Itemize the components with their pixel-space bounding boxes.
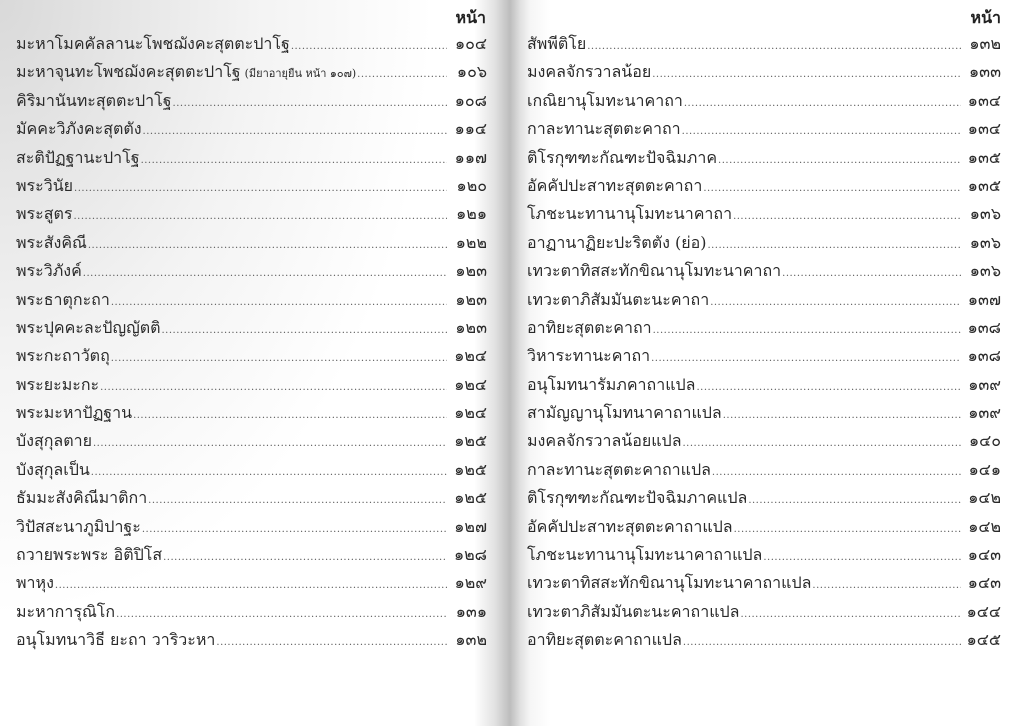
dot-leader: [707, 240, 961, 251]
dot-leader: [83, 268, 447, 279]
toc-entry-title: สัพพีติโย: [527, 34, 587, 53]
toc-entry[interactable]: [16, 174, 487, 202]
toc-entry[interactable]: [16, 60, 487, 88]
toc-entry-page-number: ๑๑๔: [454, 119, 487, 139]
toc-entry-page-number: ๑๔๔: [966, 601, 1001, 621]
toc-entry-title: วิปัสสะนาภูมิปาฐะ: [16, 516, 141, 536]
toc-entry-page-number: ๑๔๐: [968, 431, 1001, 451]
toc-entry[interactable]: [16, 32, 487, 60]
toc-entry-page-number: ๑๒๔: [454, 403, 487, 423]
toc-entry-page-number: ๑๓๔: [967, 90, 1001, 110]
toc-entry-title: มงคลจักรวาลน้อย: [527, 62, 652, 82]
toc-entry-title: พระยะมะกะ: [16, 374, 100, 394]
dot-leader: [812, 580, 961, 591]
toc-entry-page-number: ๑๓๖: [969, 204, 1001, 224]
toc-entry-title: อนุโมทนาวิธี ยะถา วาริวะหา: [16, 630, 216, 650]
toc-entry-title: สามัญญานุโมทนาคาถาแปล: [527, 403, 722, 423]
dot-leader: [357, 69, 447, 80]
toc-entry[interactable]: [16, 89, 487, 117]
toc-entry[interactable]: [527, 486, 1001, 514]
toc-entry-title: ติโรกุฑฑะกัณฑะปัจฉิมภาคแปล: [527, 488, 748, 508]
toc-entry-page-number: ๑๑๗: [454, 147, 487, 167]
toc-entry-page-number: ๑๒๓: [455, 317, 487, 337]
toc-entry-page-number: ๑๔๒: [968, 516, 1001, 536]
toc-list-left: [16, 32, 487, 657]
toc-entry-page-number: ๑๒๕: [454, 459, 487, 479]
toc-entry-page-number: ๑๒๓: [455, 289, 487, 309]
toc-entry-page-number: ๑๒๔: [454, 346, 487, 366]
toc-entry[interactable]: [527, 373, 1001, 401]
toc-entry[interactable]: [527, 288, 1001, 316]
toc-entry-page-number: ๑๔๒: [968, 488, 1001, 508]
toc-entry[interactable]: [527, 146, 1001, 174]
dot-leader: [162, 325, 448, 336]
dot-leader: [142, 524, 447, 535]
toc-entry[interactable]: [16, 401, 487, 429]
dot-leader: [740, 609, 961, 620]
dot-leader: [683, 637, 961, 648]
toc-entry[interactable]: [16, 429, 487, 457]
toc-entry-page-number: ๑๔๓: [967, 545, 1001, 565]
toc-list-right: [527, 32, 1001, 657]
toc-entry-page-number: ๑๒๘: [453, 545, 487, 565]
toc-entry-title: พระธาตุกะถา: [16, 289, 110, 309]
toc-entry-page-number: ๑๒๔: [454, 374, 487, 394]
toc-entry[interactable]: [16, 288, 487, 316]
toc-entry[interactable]: [527, 600, 1001, 628]
toc-entry-page-number: ๑๓๘: [967, 346, 1001, 366]
dot-leader: [111, 297, 447, 308]
toc-entry-title: พระสังคิณี: [16, 232, 87, 252]
toc-entry-page-number: ๑๓๙: [968, 403, 1001, 423]
dot-leader: [55, 580, 447, 591]
dot-leader: [712, 467, 961, 478]
right-page: [510, 0, 1019, 726]
dot-leader: [652, 69, 961, 80]
toc-entry-title: คิริมานันทะสุตตะปาโฐ: [16, 90, 172, 110]
toc-entry[interactable]: [16, 146, 487, 174]
toc-entry[interactable]: [16, 628, 487, 656]
toc-entry-note: (มียาอายุยืน หน้า ๑๐๗): [244, 67, 357, 81]
toc-entry-page-number: ๑๓๘: [967, 317, 1001, 337]
toc-entry-title: เกณิยานุโมทะนาคาถา: [527, 90, 683, 110]
dot-leader: [73, 211, 447, 222]
page-column-header: หน้า: [970, 8, 1001, 27]
toc-entry-title: มงคลจักรวาลน้อยแปล: [527, 431, 682, 451]
dot-leader: [782, 268, 961, 279]
toc-entry[interactable]: [527, 515, 1001, 543]
toc-entry[interactable]: [527, 628, 1001, 656]
toc-entry[interactable]: [16, 231, 487, 259]
toc-entry-title: พระมะหาปัฏฐาน: [16, 403, 133, 423]
dot-leader: [733, 211, 961, 222]
toc-entry-title: พระปุคคะละปัญญัตติ: [16, 317, 161, 337]
toc-entry-title: เทวะตาทิสสะทักขิณานุโมทะนาคาถาแปล: [527, 573, 812, 593]
toc-entry[interactable]: [527, 32, 1001, 60]
toc-entry-title: มะหาโมคคัลลานะโพชฌังคะสุตตะปาโฐ: [16, 34, 290, 53]
toc-entry-title: มัคคะวิภังคะสุตตัง: [16, 119, 142, 139]
toc-entry[interactable]: [16, 117, 487, 145]
dot-leader: [748, 495, 961, 506]
toc-entry-title: มะหาการุณิโก: [16, 601, 116, 621]
toc-entry[interactable]: [527, 429, 1001, 457]
toc-entry-page-number: ๑๓๙: [968, 374, 1001, 394]
dot-leader: [718, 155, 961, 166]
toc-entry-title: อาทิยะสุตตะคาถาแปล: [527, 630, 682, 650]
toc-entry-page-number: ๑๒๕: [454, 431, 487, 451]
dot-leader: [710, 297, 961, 308]
dot-leader: [653, 325, 961, 336]
toc-entry-page-number: ๑๓๗: [967, 289, 1001, 309]
toc-entry-page-number: ๑๓๖: [969, 232, 1001, 252]
toc-entry-page-number: ๑๓๕: [967, 147, 1001, 167]
toc-entry-page-number: ๑๔๑: [968, 459, 1001, 479]
toc-entry[interactable]: [527, 202, 1001, 230]
dot-leader: [696, 382, 961, 393]
toc-entry-title: กาละทานะสุตตะคาถา: [527, 119, 681, 139]
dot-leader: [143, 126, 447, 137]
toc-entry[interactable]: [527, 231, 1001, 259]
toc-entry[interactable]: [527, 316, 1001, 344]
toc-entry-title: เทวะตาภิสัมมันตะนะคาถา: [527, 289, 710, 309]
toc-entry-page-number: ๑๓๔: [967, 119, 1001, 139]
dot-leader: [763, 552, 961, 563]
dot-leader: [116, 609, 447, 620]
toc-entry[interactable]: [16, 571, 487, 599]
toc-entry-title: วิหาระทานะคาถา: [527, 346, 651, 366]
toc-entry[interactable]: [16, 600, 487, 628]
toc-entry-page-number: ๑๓๒: [969, 34, 1001, 53]
dot-leader: [587, 41, 961, 52]
dot-leader: [684, 98, 961, 109]
dot-leader: [91, 467, 447, 478]
toc-entry-page-number: ๑๒๒: [455, 232, 487, 252]
toc-entry[interactable]: [527, 401, 1001, 429]
toc-entry[interactable]: [16, 486, 487, 514]
toc-entry-page-number: ๑๔๕: [966, 630, 1001, 650]
toc-entry-title: บังสุกุลตาย: [16, 431, 92, 451]
toc-entry-title: เทวะตาภิสัมมันตะนะคาถาแปล: [527, 601, 740, 621]
dot-leader: [683, 438, 962, 449]
toc-entry[interactable]: [16, 259, 487, 287]
toc-entry-title: อาฏานาฏิยะปะริตตัง (ย่อ): [527, 232, 707, 252]
dot-leader: [723, 410, 961, 421]
dot-leader: [88, 240, 447, 251]
dot-leader: [111, 353, 447, 364]
toc-entry-page-number: ๑๒๗: [454, 516, 487, 536]
toc-entry[interactable]: [527, 259, 1001, 287]
toc-entry-title: อนุโมทนารัมภคาถาแปล: [527, 374, 696, 394]
dot-leader: [734, 524, 961, 535]
toc-entry-page-number: ๑๒๙: [454, 573, 487, 593]
dot-leader: [173, 98, 447, 109]
dot-leader: [703, 183, 961, 194]
toc-entry-title: เทวะตาทิสสะทักขิณานุโมทะนาคาถา: [527, 261, 782, 281]
toc-entry[interactable]: [527, 571, 1001, 599]
toc-entry-page-number: ๑๐๘: [454, 90, 487, 110]
toc-entry-page-number: ๑๒๑: [456, 204, 487, 224]
toc-entry-page-number: ๑๓๖: [969, 261, 1001, 281]
toc-entry[interactable]: [527, 543, 1001, 571]
toc-entry-page-number: ๑๔๓: [967, 573, 1001, 593]
toc-entry-title: กาละทานะสุตตะคาถาแปล: [527, 459, 711, 479]
toc-entry-title: ติโรกุฑฑะกัณฑะปัจฉิมภาค: [527, 147, 718, 167]
toc-entry[interactable]: [527, 458, 1001, 486]
toc-entry-page-number: ๑๓๓: [968, 62, 1001, 82]
toc-entry[interactable]: [527, 174, 1001, 202]
toc-entry-page-number: ๑๒๕: [454, 488, 487, 508]
dot-leader: [291, 41, 447, 52]
toc-entry-title: พาหุง: [16, 573, 54, 593]
dot-leader: [682, 126, 961, 137]
toc-entry[interactable]: [16, 543, 487, 571]
toc-entry-title: มะหาจุนทะโพชฌังคะสุตตะปาโฐ: [16, 62, 241, 82]
toc-entry[interactable]: [16, 373, 487, 401]
dot-leader: [133, 410, 447, 421]
dot-leader: [163, 552, 447, 563]
dot-leader: [216, 637, 447, 648]
toc-entry-title: สะติปัฏฐานะปาโฐ: [16, 147, 140, 167]
dot-leader: [74, 183, 447, 194]
toc-entry[interactable]: [527, 60, 1001, 88]
toc-entry-page-number: ๑๓๕: [967, 175, 1001, 195]
dot-leader: [93, 438, 447, 449]
toc-entry-title: ธัมมะสังคิณีมาติกา: [16, 488, 148, 508]
toc-entry-page-number: ๑๓๑: [455, 601, 487, 621]
page-column-header: หน้า: [455, 8, 486, 27]
dot-leader: [100, 382, 447, 393]
toc-entry-title: อาทิยะสุตตะคาถา: [527, 317, 652, 337]
toc-entry[interactable]: [16, 458, 487, 486]
toc-entry-page-number: ๑๐๖: [456, 62, 487, 82]
toc-entry[interactable]: [16, 316, 487, 344]
toc-entry-page-number: ๑๒๐: [456, 175, 487, 195]
dot-leader: [651, 353, 961, 364]
toc-entry[interactable]: [527, 344, 1001, 372]
toc-entry-title: โภชะนะทานานุโมทะนาคาถาแปล: [527, 545, 763, 565]
toc-entry-title: โภชะนะทานานุโมทะนาคาถา: [527, 204, 733, 224]
toc-entry-title: บังสุกุลเป็น: [16, 459, 90, 479]
dot-leader: [148, 495, 447, 506]
dot-leader: [141, 155, 447, 166]
toc-entry-title: อัคคัปปะสาทะสุตตะคาถาแปล: [527, 516, 733, 536]
toc-entry[interactable]: [527, 117, 1001, 145]
toc-entry-page-number: ๑๒๓: [455, 261, 487, 281]
toc-entry-title: ถวายพระพระ อิติปิโส: [16, 545, 163, 565]
toc-entry[interactable]: [16, 515, 487, 543]
toc-entry-title: พระวิภังค์: [16, 261, 82, 281]
toc-entry[interactable]: [527, 89, 1001, 117]
toc-entry-page-number: ๑๓๒: [455, 630, 487, 650]
toc-entry-title: อัคคัปปะสาทะสุตตะคาถา: [527, 175, 703, 195]
toc-entry-page-number: ๑๐๔: [454, 34, 487, 53]
toc-entry[interactable]: [16, 344, 487, 372]
toc-entry-title: พระกะถาวัตถุ: [16, 346, 110, 366]
toc-entry-title: พระวินัย: [16, 175, 74, 195]
toc-entry-title: พระสูตร: [16, 204, 73, 224]
toc-entry[interactable]: [16, 202, 487, 230]
